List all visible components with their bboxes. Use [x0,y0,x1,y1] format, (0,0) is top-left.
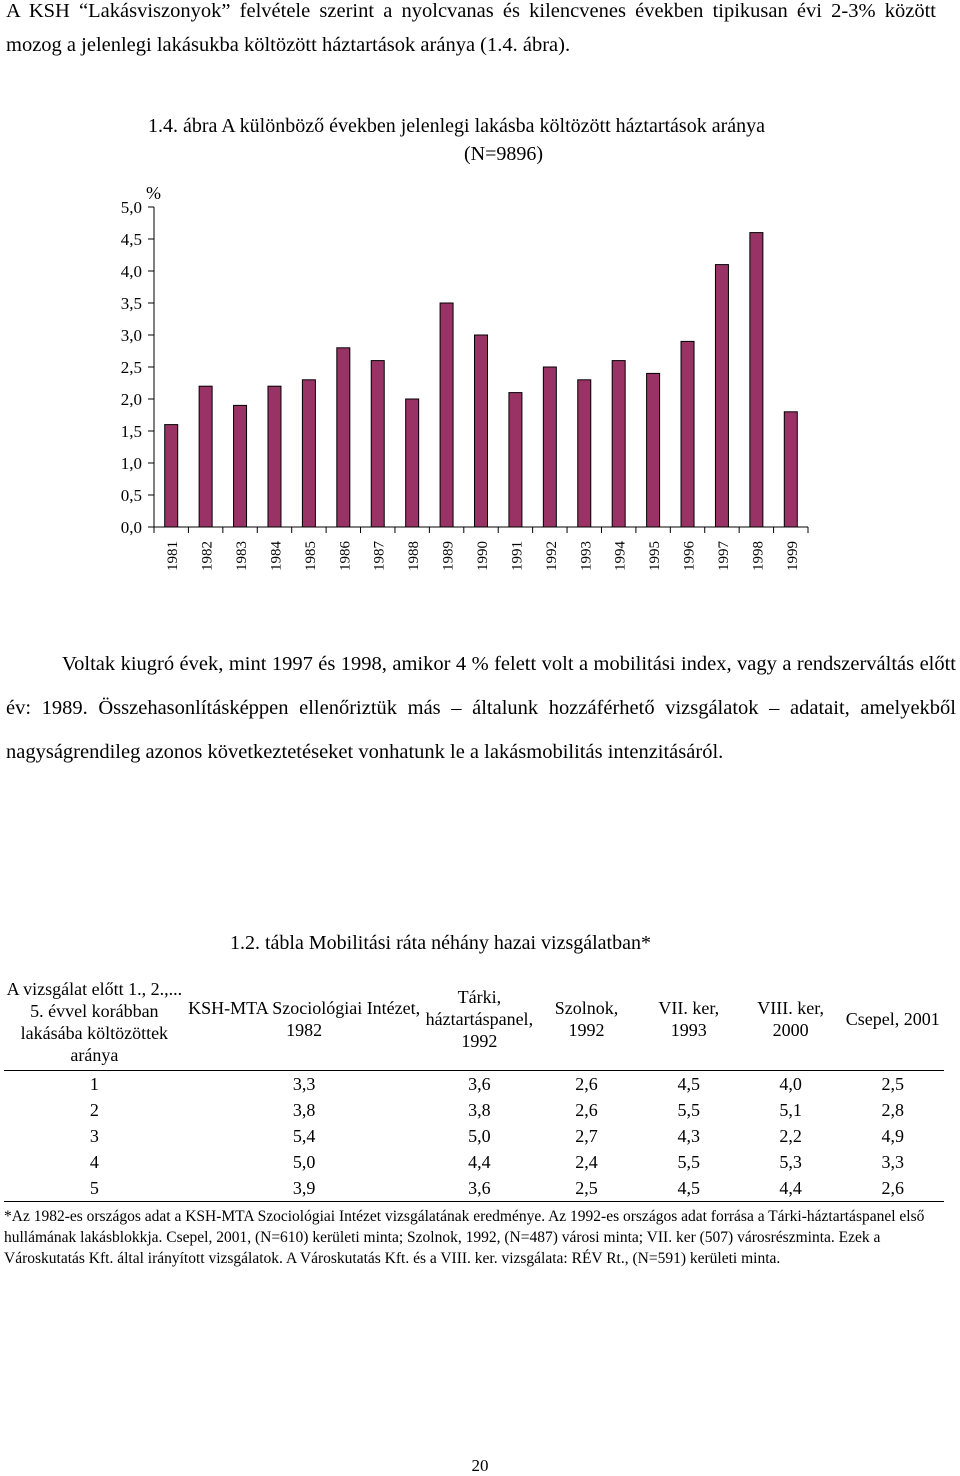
table-cell-value: 3,8 [292,1100,316,1120]
bar-1982 [199,386,212,527]
y-tick-label: 3,0 [120,326,142,345]
table-row [4,1097,944,1123]
bar-1988 [406,399,419,527]
bar-1991 [509,393,522,527]
table-cell-year: 1 [89,1074,99,1094]
table-cell-year: 2 [89,1100,99,1120]
table-cell-year: 3 [89,1126,99,1146]
y-tick-label: 4,0 [120,262,142,281]
x-tick-label: 1987 [371,541,388,571]
y-tick-label: 0,0 [120,518,142,537]
x-tick-label: 1985 [302,541,319,571]
table-cell-value: 2,5 [575,1178,598,1198]
table-row [4,1149,944,1175]
x-tick-label: 1996 [681,541,698,571]
bar-1999 [784,412,797,527]
table-cell-value: 2,6 [881,1178,904,1198]
body-paragraph [6,642,956,774]
bar-1986 [337,348,350,527]
x-tick-label: 1995 [647,541,664,571]
table-cell-value: 2,2 [779,1126,802,1146]
bar-1990 [475,335,488,527]
intro-paragraph: A KSH “Lakásviszonyok” felvétele szerint a nyolcvanas és kilencvenes években tipikusan évi 2-3% között mozog a jelenlegi lakásukba költözött háztartások aránya (1.4. ábra). [6,0,936,56]
table-cell-value: 3,8 [468,1100,491,1120]
x-tick-label: 1983 [234,541,251,571]
table-cell-value: 3,3 [881,1152,904,1172]
bar-1989 [440,303,453,527]
table-cell-value: 3,6 [468,1178,491,1198]
table-cell-value: 2,6 [575,1074,598,1094]
table-cell-value: 5,0 [468,1126,491,1146]
x-tick-label: 1993 [578,541,595,571]
x-axis [154,527,808,571]
bar-1985 [302,380,315,527]
table-cell-year: 4 [89,1152,99,1172]
table-cell-year: 5 [89,1178,99,1198]
table-cell-value: 4,5 [677,1074,700,1094]
bar-1998 [750,233,763,527]
bar-1984 [268,386,281,527]
table-header-row [4,968,944,1071]
body-paragraph-text: Voltak kiugró évek, mint 1997 és 1998, amikor 4 % felett volt a mobilitási index, vagy a rendszerváltás előtt év: 1989. Összehasonlításképpen ellenőriztük más – általunk hozzáférhető vizsgálatok – adatait, amelyekből nagyságrendileg azonos következtetéseket vonhatunk le a lakásmobilitás intenzitásáról. [6,653,956,763]
table-row [4,1071,944,1098]
x-tick-label: 1981 [165,541,182,571]
table-cell-value: 2,4 [575,1152,598,1172]
table-cell-value: 5,1 [779,1100,802,1120]
table-cell-value: 4,4 [468,1152,491,1172]
table-cell-value: 5,5 [677,1152,700,1172]
table-cell-value: 4,5 [677,1178,700,1198]
x-tick-label: 1989 [440,541,457,571]
y-tick-label: 3,5 [120,294,142,313]
header-col-4: VII. ker, 1993 [658,998,720,1040]
y-tick-label: 2,0 [120,390,142,409]
bars [165,233,798,527]
table-cell-value: 2,8 [881,1100,904,1120]
x-tick-label: 1994 [612,541,629,571]
bar-1983 [234,405,247,527]
x-tick-label: 1986 [337,541,354,571]
y-tick-label: 1,0 [120,454,142,473]
table-cell-value: 3,6 [468,1074,491,1094]
header-col-1: KSH-MTA Szociológiai Intézet, 1982 [188,998,421,1040]
bar-1995 [647,373,660,527]
x-tick-label: 1988 [406,541,423,571]
table-row [4,1123,944,1149]
y-tick-label: 5,0 [120,198,142,217]
table-cell-value: 4,3 [677,1126,700,1146]
header-col-0: A vizsgálat előtt 1., 2.,... 5. évvel korábban lakásába költözöttek aránya [6,979,183,1065]
x-tick-label: 1984 [268,541,285,571]
x-tick-label: 1999 [784,541,801,571]
table-cell-value: 2,6 [575,1100,598,1120]
mobility-table [4,968,944,1202]
table-body [4,1071,944,1202]
y-tick-label: 4,5 [120,230,142,249]
y-axis [121,183,161,537]
bar-1997 [715,265,728,527]
bar-1994 [612,361,625,527]
bar-1981 [165,425,178,527]
table-cell-value: 5,3 [779,1152,802,1172]
figure-caption-title: 1.4. ábra A különböző években jelenlegi lakásba költözött háztartások aránya [148,115,766,137]
bar-1993 [578,380,591,527]
header-col-6: Csepel, 2001 [845,1009,940,1029]
table-cell-value: 4,4 [779,1178,802,1198]
header-col-5: VIII. ker, 2000 [757,998,824,1040]
x-tick-label: 1992 [543,541,560,571]
x-tick-label: 1998 [750,541,767,571]
table-cell-value: 5,4 [292,1126,316,1146]
x-tick-label: 1991 [509,541,526,571]
x-tick-label: 1990 [475,541,491,571]
table-cell-value: 3,9 [292,1178,316,1198]
table-cell-value: 2,7 [575,1126,598,1146]
bar-1992 [543,367,556,527]
y-tick-label: 2,5 [120,358,142,377]
footnote: *Az 1982-es országos adat a KSH-MTA Szociológiai Intézet vizsgálatának eredménye. Az 1992-es országos adat forrása a Tárki-háztartáspanel első hullámának lakásblokkja. Csepel, 2001, (N=610) kerületi minta; Szolnok, 1992, (N=487) városi minta; VII. ker (507) városrészminta. Ezek a Városkutatás Kft. által irányított vizsgálatok. A Városkutatás Kft. és a VIII. ker. vizsgálata: RÉV Rt., (N=591) kerületi minta. [4,1208,925,1267]
y-axis-unit: % [146,183,161,203]
x-tick-label: 1997 [715,541,732,571]
figure-caption-n: (N=9896) [464,143,544,165]
header-col-3: Szolnok, 1992 [554,998,619,1040]
x-tick-label: 1982 [199,541,216,571]
figure-caption [148,112,888,168]
table-cell-value: 2,5 [881,1074,904,1094]
bar-1987 [371,361,384,527]
table-cell-value: 5,5 [677,1100,700,1120]
table-row [4,1175,944,1202]
y-tick-label: 1,5 [120,422,142,441]
table-cell-value: 3,3 [292,1074,316,1094]
bar-chart [0,170,960,590]
table-caption: 1.2. tábla Mobilitási ráta néhány hazai vizsgálatban* [230,932,651,954]
header-col-2: Tárki, háztartáspanel, 1992 [425,987,534,1051]
y-tick-label: 0,5 [120,486,142,505]
page-number: 20 [471,1456,489,1475]
table-cell-value: 4,0 [779,1074,802,1094]
table-cell-value: 4,9 [881,1126,904,1146]
table-cell-value: 5,0 [292,1152,316,1172]
bar-1996 [681,341,694,527]
